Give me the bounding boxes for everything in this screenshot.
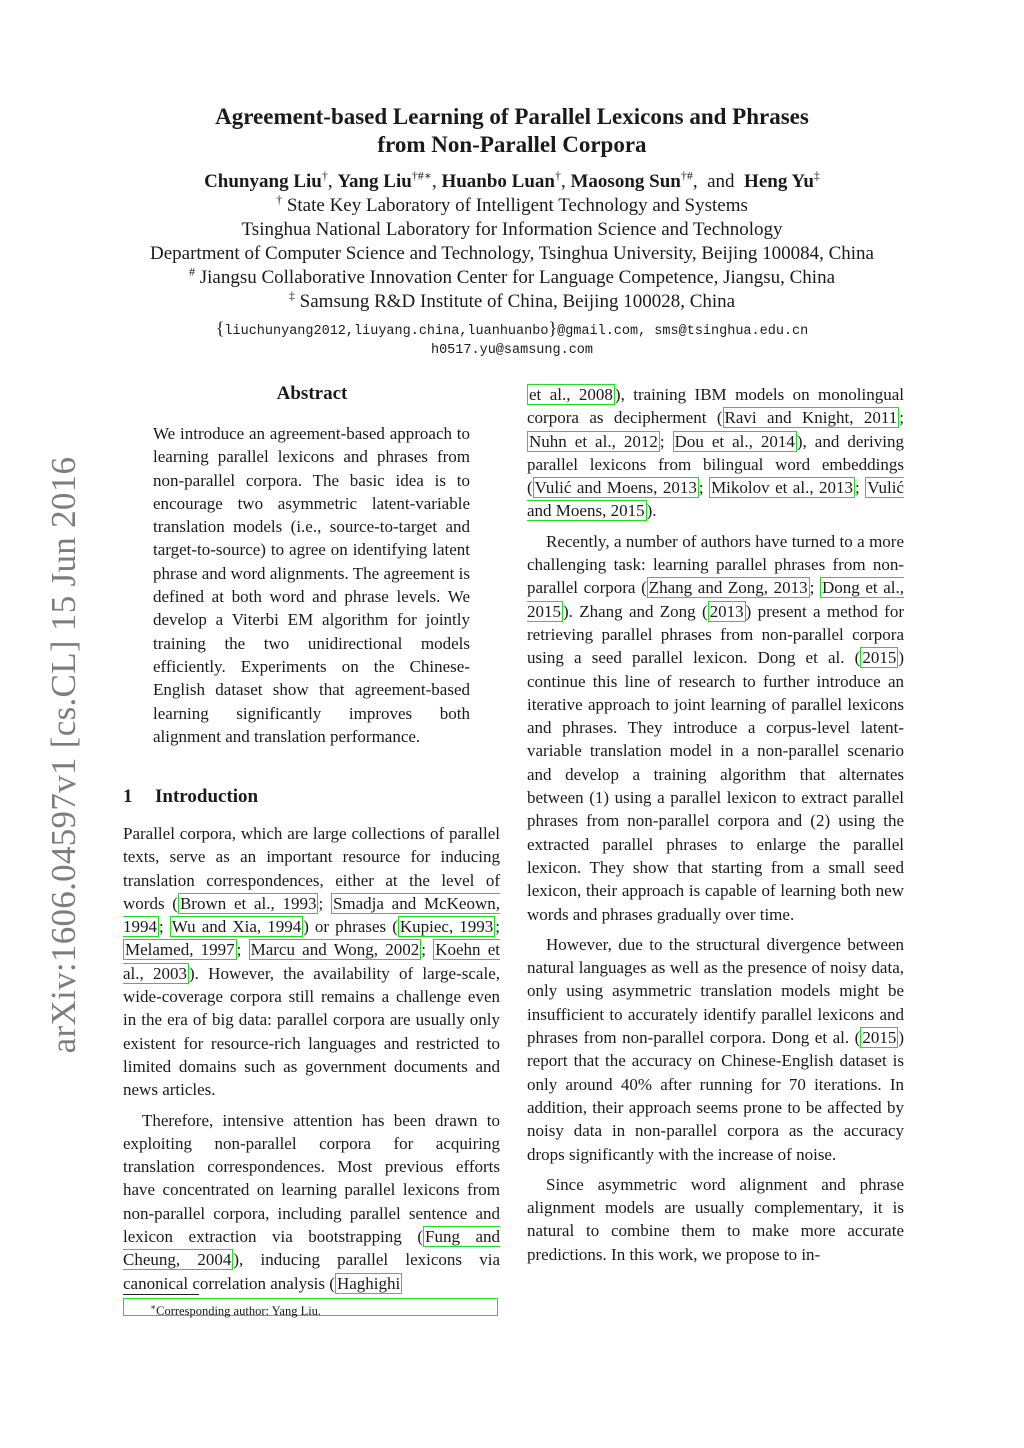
paragraph: However, due to the structural divergence between natural languages as well as the presence of noisy data, only using asymmetric translation models might be insufficient to accurately identify parallel lexicons and phrases from non-parallel corpora. Dong et al. ( 2015 ) report that the accuracy on Chinese-English dataset is only around 40% after running for 70 iterations. In addition, their approach seems prone to be affected by noisy data in non-parallel corpora as the accuracy drops significantly with the increase of noise. [527, 934, 904, 1164]
citation-link[interactable]: 2015 [862, 648, 897, 668]
paragraph: Since asymmetric word alignment and phrase alignment models are usually complementary, it is natural to combine them to make more accurate predictions. In this work, we propose to in- [527, 1174, 904, 1264]
affiliation-2: Tsinghua National Laboratory for Information Science and Technology [241, 219, 783, 240]
citation-link[interactable]: Dong et al., 2015 [527, 578, 904, 621]
paragraph: et al., 2008 ), training IBM models on monolingual corpora as decipherment ( Ravi and Knight, 2011 ; Nuhn et al., 2012 ; Dou et al., 2014 ), and deriving parallel lexicons from bilingual word embeddings ( Vulić and Moens, 2013 ; Mikolov et al., 2013 ; Vulić and Moens, 2015 ). [527, 385, 905, 521]
citation-link[interactable]: Vulić and Moens, 2015 [527, 478, 904, 521]
affiliation-5 [0, 290, 1024, 314]
affiliation-mark: ‡ [288, 288, 295, 303]
author-name: Maosong Sun [570, 171, 681, 192]
affiliation-text: Samsung R&D Institute of China, Beijing 100028, China [299, 291, 736, 312]
paragraph: Parallel corpora, which are large collections of parallel texts, serve as an important resource for inducing translation correspondences, either at the level of words ( Brown et al., 1993 ; Smadja and McKeown, 1994 ; Wu and Xia, 1994 ) or phrases ( Kupiec, 1993 ; Melamed, 1997 ; Marcu and Wong, 2002 ; Koehn et al., 2003 ). However, the availability of large-scale, wide-coverage corpora still remains a challenge even in the era of big data: parallel corpora are usually only existent for resource-rich languages and restricted to limited domains such as government documents and news articles. [123, 824, 500, 1100]
author-mark: †# [680, 168, 693, 183]
citation-link[interactable]: Haghighi [336, 1273, 401, 1293]
abstract-text: We introduce an agreement-based approach to learning parallel lexicons and phrases from non-parallel corpora. The basic idea is to encourage two asymmetric latent-variable translation models (i.e., source-to-target and target-to-source) to agree on identifying latent phrase and word alignments. The agreement is defined at both word and phrase levels. We develop a Viterbi EM algorithm for jointly training the two unidirectional models efficiently. Experiments on the Chinese-English dataset show that agreement-based learning significantly improves both alignment and translation performance. [153, 424, 470, 746]
citation-link[interactable]: Vulić and Moens, 2013 [534, 478, 697, 498]
footnote-text: Corresponding author: Yang Liu. [156, 1304, 322, 1319]
affiliation-1 [0, 194, 1024, 218]
section-title: Introduction [155, 786, 259, 807]
author-mark: † [555, 168, 561, 183]
email-line-2: h0517.yu@samsung.com [430, 343, 594, 358]
email-usernames: liuchunyang2012,liuyang.china,luanhuanbo [224, 324, 549, 339]
affiliation-text: Jiangsu Collaborative Innovation Center for Language Competence, Jiangsu, China [199, 267, 836, 288]
section-number: 1 [123, 786, 133, 807]
arxiv-identifier: arXiv:1606.04597v1 [cs.CL] 15 Jun 2016 [44, 456, 83, 1054]
citation-link[interactable]: Smadja and McKeown, 1994 [123, 893, 500, 937]
right-column-body [527, 383, 904, 1266]
citation-link[interactable]: Marcu and Wong, 2002 [250, 940, 420, 960]
affiliation-3: Department of Computer Science and Technology, Tsinghua University, Beijing 100084, China [150, 243, 874, 264]
citation-link[interactable]: Kupiec, 1993 [399, 917, 494, 937]
paragraph: Recently, a number of authors have turned to a more challenging task: learning parallel phrases from non-parallel corpora ( Zhang and Zong, 2013 ; Dong et al., 2015 ). Zhang and Zong ( 2013 ) present a method for retrieving parallel phrases from non-parallel corpora using a seed parallel lexicon. Dong et al. ( 2015 ) continue this line of research to further introduce an iterative approach to joint learning of parallel lexicons and phrases. They introduce a corpus-level latent-variable translation model in a non-parallel scenario and develop a training algorithm that alternates between (1) using a parallel lexicon to extract parallel phrases from non-parallel corpora and (2) using the extracted parallel phrases to enlarge the parallel lexicon. They show that starting from a small seed lexicon, their approach is capable of learning both new words and phrases gradually over time. [527, 531, 904, 924]
section-heading [123, 786, 258, 808]
citation-link[interactable]: 2013 [709, 601, 744, 621]
left-column-body [123, 822, 500, 1295]
author-name: Huanbo Luan [441, 171, 555, 192]
citation-link[interactable]: Dou et al., 2014 [674, 431, 795, 451]
citation-link[interactable]: et al., 2008 [529, 385, 613, 404]
affiliation-mark: † [276, 192, 283, 207]
affiliation-4 [0, 266, 1024, 290]
citation-link[interactable]: Fung and Cheung, 2004 [123, 1227, 500, 1270]
author-list: Chunyang Liu†, Yang Liu†#∗, Huanbo Luan†, Maosong Sun†#, and Heng Yu‡ [204, 168, 820, 192]
author-mark: † [321, 168, 328, 183]
abstract-heading: Abstract [276, 383, 348, 404]
citation-link[interactable]: Wu and Xia, 1994 [171, 917, 302, 937]
citation-link[interactable]: Koehn et al., 2003 [123, 940, 500, 983]
author-name: Yang Liu [337, 171, 412, 192]
citation-link[interactable]: Melamed, 1997 [125, 940, 235, 960]
author-name: Chunyang Liu [204, 171, 322, 192]
footnote[interactable] [123, 1298, 498, 1319]
author-mark: †#∗ [411, 168, 432, 183]
title-line-1: Agreement-based Learning of Parallel Lexicons and Phrases [215, 104, 809, 129]
email-domains: @gmail.com, sms@tsinghua.edu.cn [557, 324, 809, 339]
author-name: Heng Yu [744, 171, 814, 192]
author-mark: ‡ [813, 168, 820, 183]
citation-link[interactable]: 2015 [862, 1028, 897, 1048]
footnote-divider [123, 1294, 199, 1295]
citation-link[interactable]: Ravi and Knight, 2011 [724, 408, 898, 428]
paragraph: Therefore, intensive attention has been drawn to exploiting non-parallel corpora for acquiring translation correspondences. Most previous efforts have concentrated on learning parallel lexicons from non-parallel corpora, including parallel sentence and lexicon extraction via bootstrapping ( Fung and Cheung, 2004 ), inducing parallel lexicons via canonical correlation analysis ( Haghighi [123, 1110, 501, 1293]
title-line-2: from Non-Parallel Corpora [377, 132, 647, 157]
citation-link[interactable]: Nuhn et al., 2012 [529, 431, 658, 451]
citation-link[interactable]: Mikolov et al., 2013 [711, 478, 854, 498]
footnote-mark: ∗ [150, 1302, 157, 1312]
affiliation-text: State Key Laboratory of Intelligent Technology and Systems [286, 195, 748, 216]
author-and: and [707, 171, 735, 192]
citation-link[interactable]: Brown et al., 1993 [179, 893, 317, 913]
citation-link[interactable]: Zhang and Zong, 2013 [648, 578, 808, 598]
paper-title [0, 103, 1024, 159]
affiliation-mark: # [188, 264, 195, 279]
email-line-1: {liuchunyang2012,liuyang.china,luanhuanbo}@gmail.com, sms@tsinghua.edu.cn [215, 318, 809, 339]
